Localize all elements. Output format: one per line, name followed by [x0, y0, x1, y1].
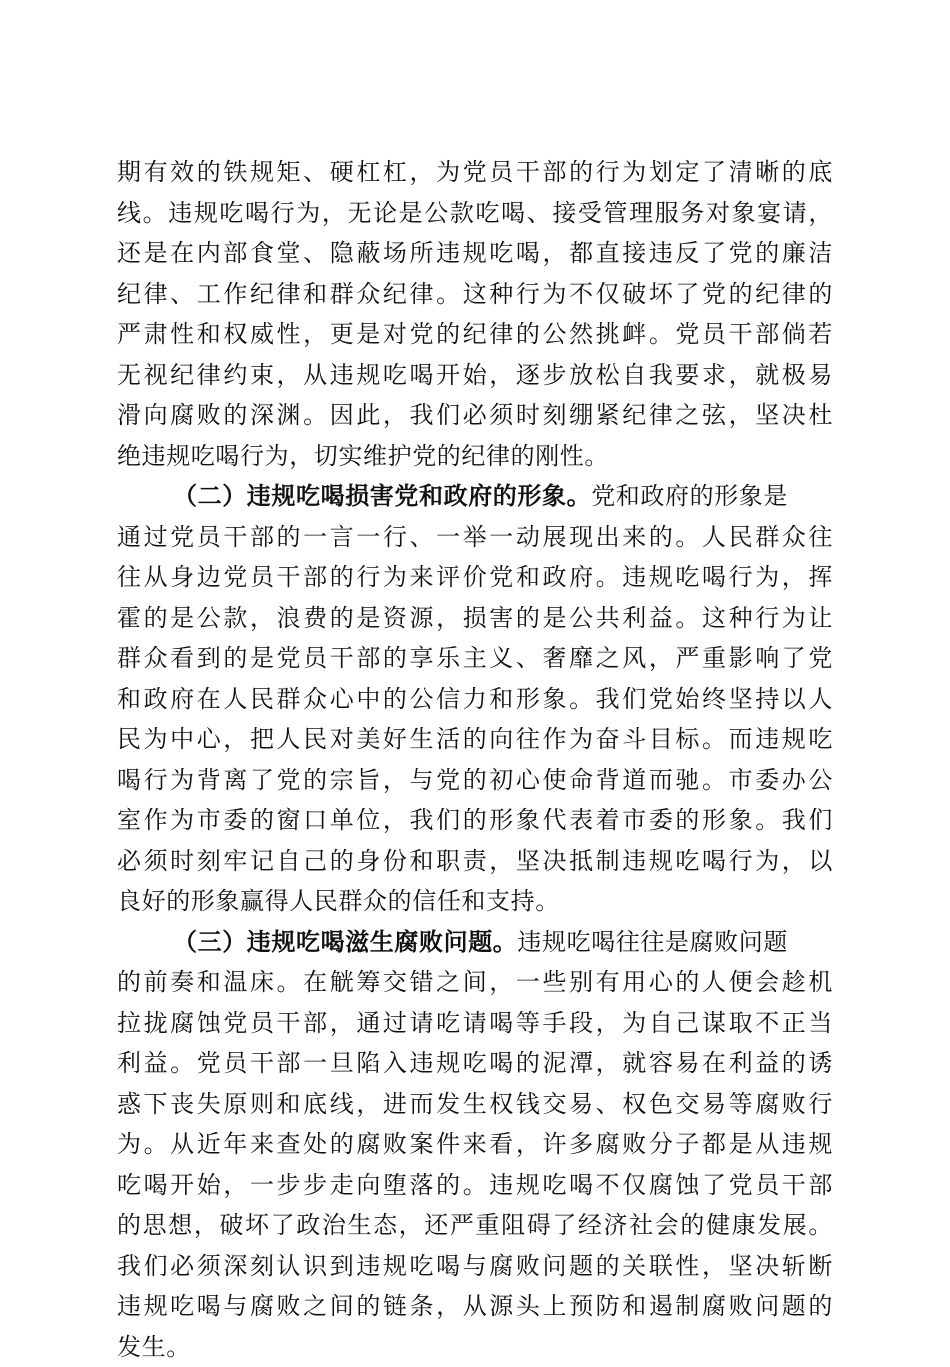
- text-line: 霍的是公款，浪费的是资源，损害的是公共利益。这种行为让: [117, 598, 833, 639]
- text-line: 室作为市委的窗口单位，我们的形象代表着市委的形象。我们: [117, 800, 833, 841]
- text-line: 拉拢腐蚀党员干部，通过请吃请喝等手段，为自己谋取不正当: [117, 1003, 833, 1044]
- text-line: 期有效的铁规矩、硬杠杠，为党员干部的行为划定了清晰的底: [117, 152, 833, 193]
- text-line: 民为中心，把人民对美好生活的向往作为奋斗目标。而违规吃: [117, 719, 833, 760]
- text-line: 良好的形象赢得人民群众的信任和支持。: [117, 881, 833, 922]
- text-line: 违规吃喝与腐败之间的链条，从源头上预防和遏制腐败问题的: [117, 1286, 833, 1327]
- text-line: 为。从近年来查处的腐败案件来看，许多腐败分子都是从违规: [117, 1124, 833, 1165]
- text-line: 通过党员干部的一言一行、一举一动展现出来的。人民群众往: [117, 517, 833, 558]
- text-line: 和政府在人民群众心中的公信力和形象。我们党始终坚持以人: [117, 679, 833, 720]
- paragraph-corruption: [117, 922, 833, 1367]
- text-line: 惑下丧失原则和底线，进而发生权钱交易、权色交易等腐败行: [117, 1084, 833, 1125]
- text-line: 我们必须深刻认识到违规吃喝与腐败问题的关联性，坚决斩断: [117, 1246, 833, 1287]
- text-line: 必须时刻牢记自己的身份和职责，坚决抵制违规吃喝行为，以: [117, 841, 833, 882]
- text-line: 的前奏和温床。在觥筹交错之间，一些别有用心的人便会趁机: [117, 962, 833, 1003]
- paragraph-first-line: [117, 476, 833, 517]
- paragraph-image: [117, 476, 833, 922]
- text-line: 无视纪律约束，从违规吃喝开始，逐步放松自我要求，就极易: [117, 355, 833, 396]
- paragraph-first-line: [117, 922, 833, 963]
- text-run: 违规吃喝往往是腐败问题: [517, 928, 788, 956]
- section-heading-3: （三）违规吃喝滋生腐败问题。: [173, 927, 517, 956]
- text-run: 党和政府的形象是: [591, 482, 788, 510]
- text-line: 线。违规吃喝行为，无论是公款吃喝、接受管理服务对象宴请，: [117, 193, 833, 234]
- section-heading-2: （二）违规吃喝损害党和政府的形象。: [173, 481, 591, 510]
- text-line: 利益。党员干部一旦陷入违规吃喝的泥潭，就容易在利益的诱: [117, 1043, 833, 1084]
- text-line: 发生。: [117, 1327, 833, 1367]
- text-line: 往从身边党员干部的行为来评价党和政府。违规吃喝行为，挥: [117, 557, 833, 598]
- document-body: [117, 152, 833, 1367]
- paragraph-discipline: [117, 152, 833, 476]
- text-line: 喝行为背离了党的宗旨，与党的初心使命背道而驰。市委办公: [117, 760, 833, 801]
- text-line: 群众看到的是党员干部的享乐主义、奢靡之风，严重影响了党: [117, 638, 833, 679]
- text-line: 的思想，破坏了政治生态，还严重阻碍了经济社会的健康发展。: [117, 1205, 833, 1246]
- text-line: 滑向腐败的深渊。因此，我们必须时刻绷紧纪律之弦，坚决杜: [117, 395, 833, 436]
- text-line: 绝违规吃喝行为，切实维护党的纪律的刚性。: [117, 436, 833, 477]
- text-line: 吃喝开始，一步步走向堕落的。违规吃喝不仅腐蚀了党员干部: [117, 1165, 833, 1206]
- text-line: 纪律、工作纪律和群众纪律。这种行为不仅破坏了党的纪律的: [117, 274, 833, 315]
- text-line: 还是在内部食堂、隐蔽场所违规吃喝，都直接违反了党的廉洁: [117, 233, 833, 274]
- text-line: 严肃性和权威性，更是对党的纪律的公然挑衅。党员干部倘若: [117, 314, 833, 355]
